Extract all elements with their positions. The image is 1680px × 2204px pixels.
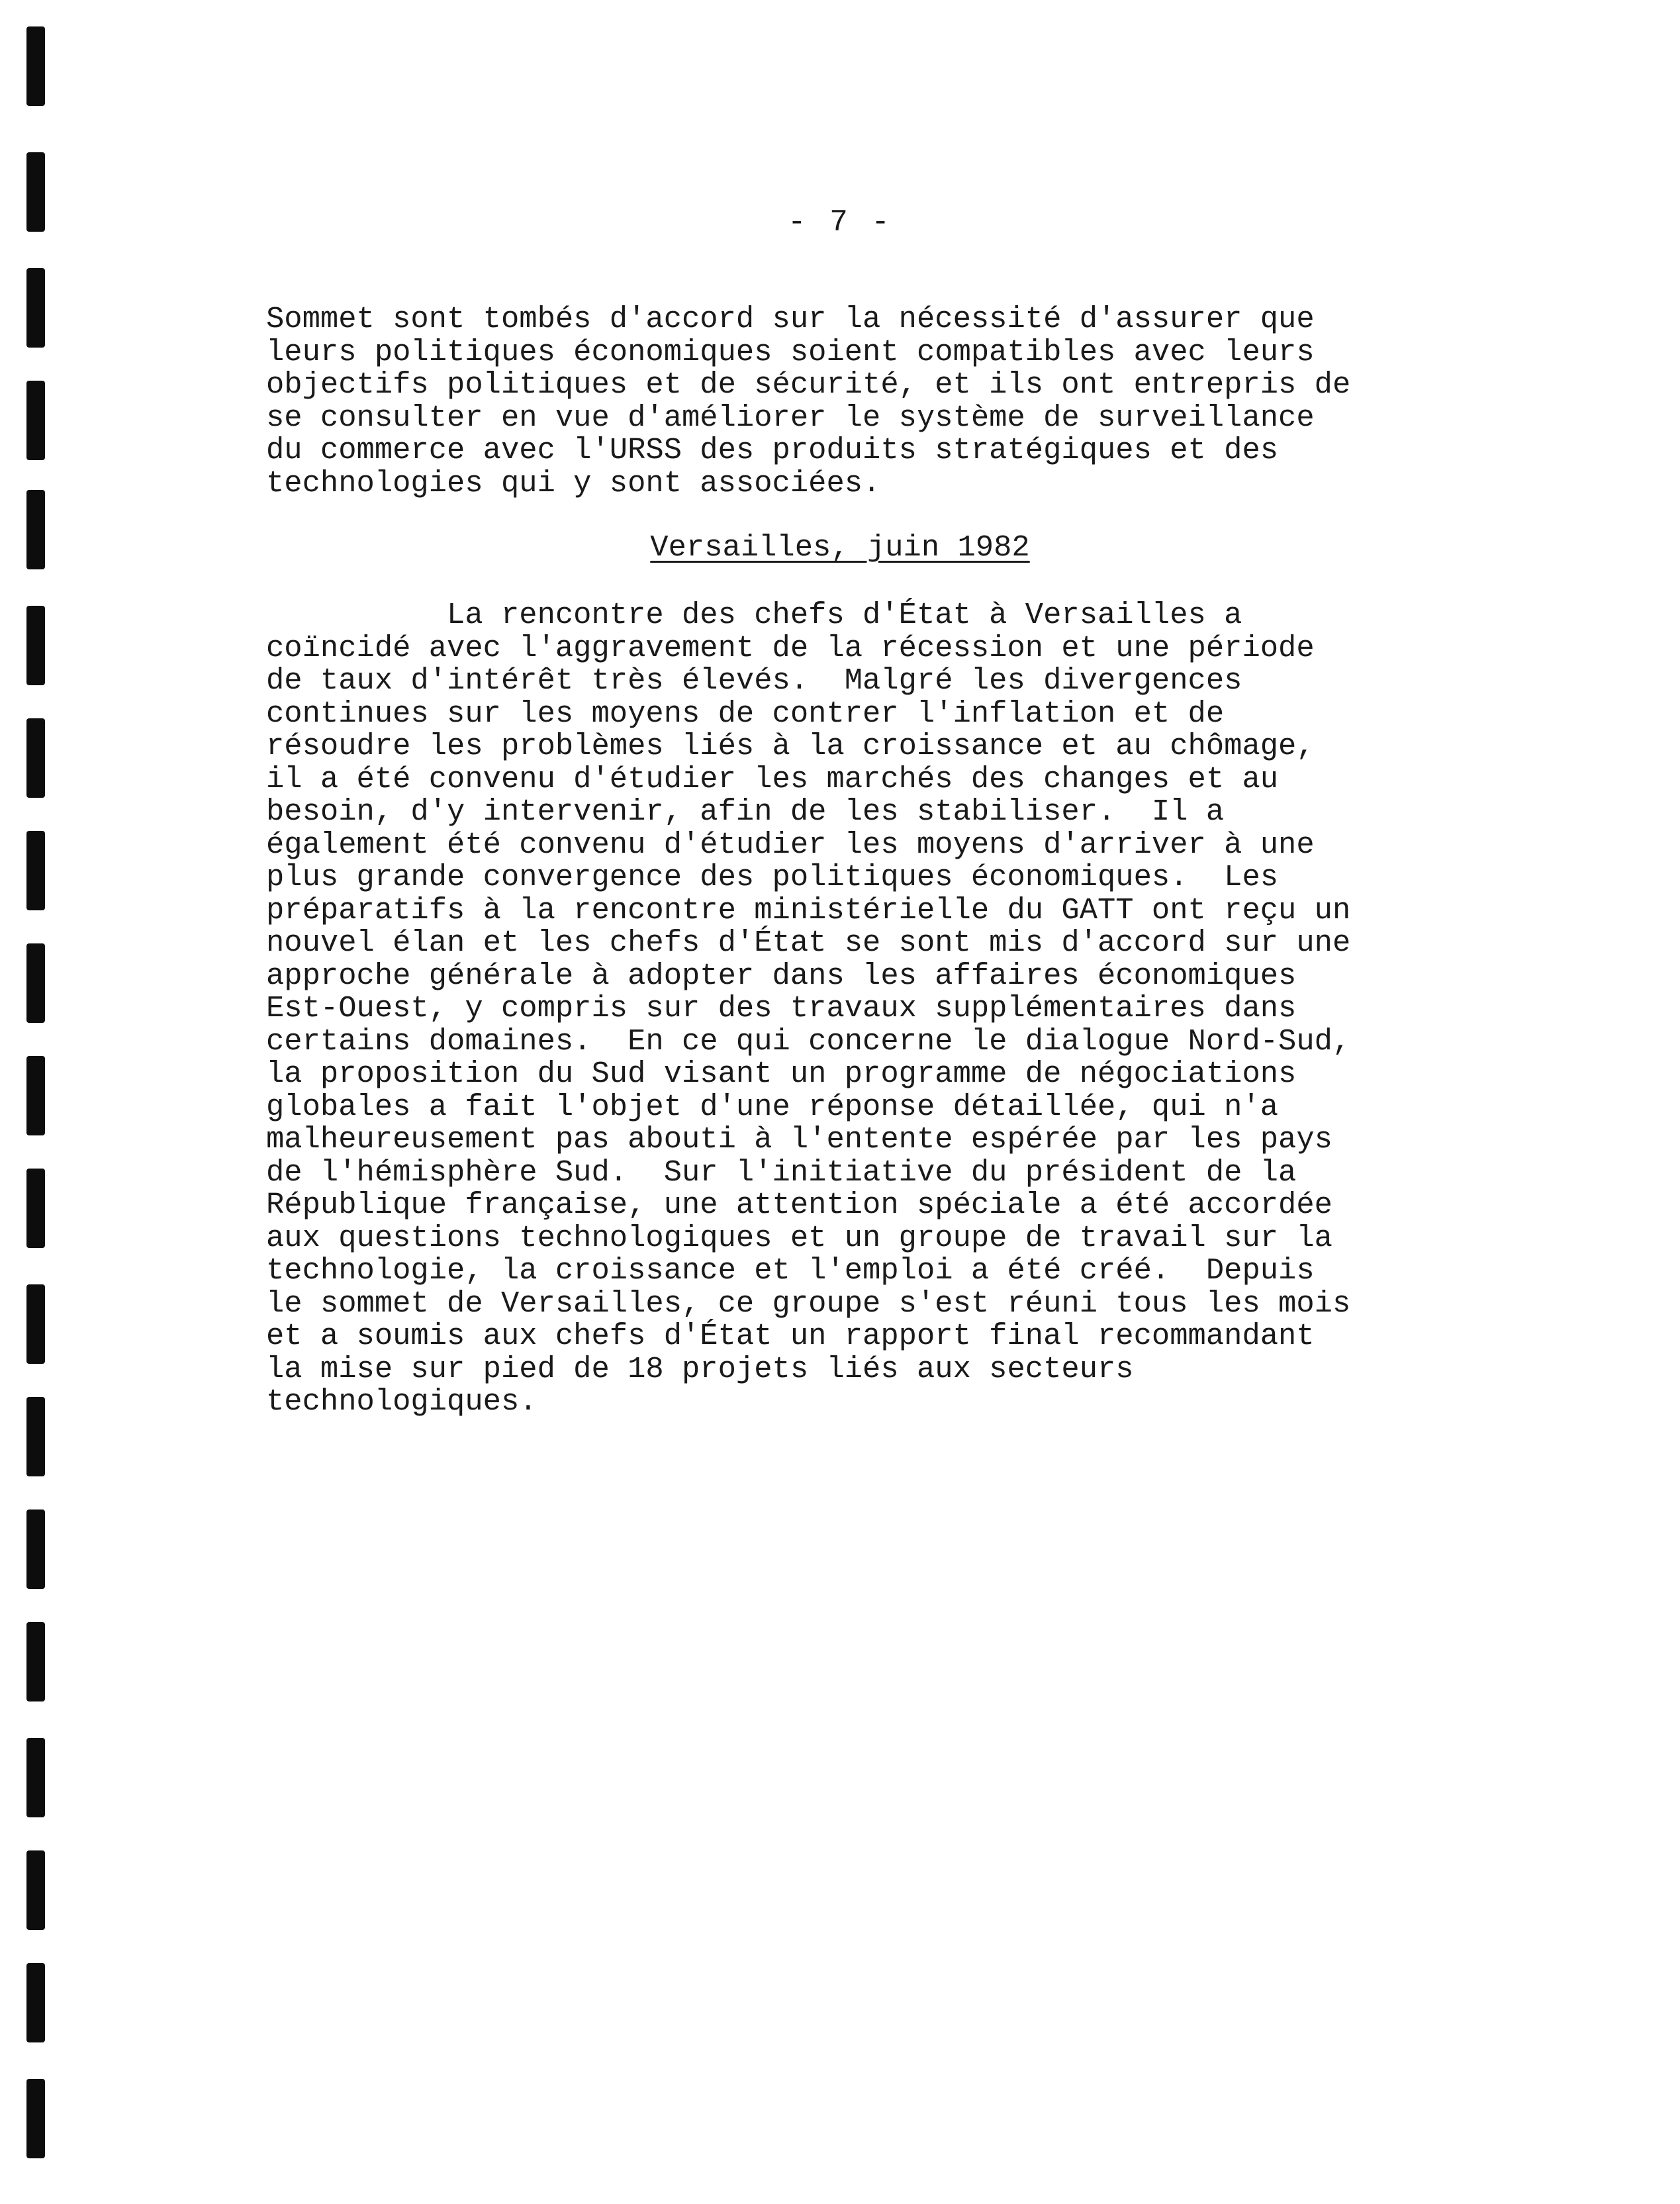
binder-mark [26,1056,45,1135]
binder-mark [26,1284,45,1364]
section-heading-text: Versailles, juin 1982 [650,530,1030,565]
binder-mark [26,1850,45,1930]
binder-mark [26,1738,45,1817]
binder-mark [26,1169,45,1248]
section-heading [0,532,1680,565]
binder-mark [26,1963,45,2042]
binder-hole-marks [26,0,48,2204]
binder-mark [26,268,45,348]
binder-mark [26,831,45,910]
binder-mark [26,943,45,1023]
binder-mark [26,1397,45,1476]
binder-mark [26,1509,45,1589]
binder-mark [26,26,45,106]
binder-mark [26,718,45,798]
paragraph-versailles: La rencontre des chefs d'État à Versailles a coïncidé avec l'aggravement de la récession et une période de taux d'intérêt très élevés. Malgré les divergences continues sur les moyens de contrer l'inflation et de résoudre les problèmes liés à la croissance et au chômage, il a été convenu d'étudier les marchés des changes et au besoin, d'y intervenir, afin de les stabiliser. Il a également été convenu d'étudier les moyens d'arriver à une plus grande convergence des politiques économiques. Les préparatifs à la rencontre ministérielle du GATT ont reçu un nouvel élan et les chefs d'État se sont mis d'accord sur une approche générale à adopter dans les affaires économiques Est-Ouest, y compris sur des travaux supplémentaires dans certains domaines. En ce qui concerne le dialogue Nord-Sud, la proposition du Sud visant un programme de négociations globales a fait l'objet d'une réponse détaillée, qui n'a malheureusement pas abouti à l'entente espérée par les pays de l'hémisphère Sud. Sur l'initiative du président de la République française, une attention spéciale a été accordée aux questions technologiques et un groupe de travail sur la technologie, la croissance et l'emploi a été créé. Depuis le sommet de Versailles, ce groupe s'est réuni tous les mois et a soumis aux chefs d'État un rapport final recommandant la mise sur pied de 18 projets liés aux secteurs technologiques. [266,598,1351,1419]
binder-mark [26,1622,45,1701]
binder-mark [26,381,45,460]
binder-mark [26,606,45,685]
page-number: - 7 - [787,205,893,240]
binder-mark [26,2079,45,2158]
paragraph-continuation: Sommet sont tombés d'accord sur la nécessité d'assurer que leurs politiques économiques soient compatibles avec leurs objectifs politiques et de sécurité, et ils ont entrepris de se consulter en vue d'améliorer le système de surveillance du commerce avec l'URSS des produits stratégiques et des technologies qui y sont associées. [266,302,1351,501]
